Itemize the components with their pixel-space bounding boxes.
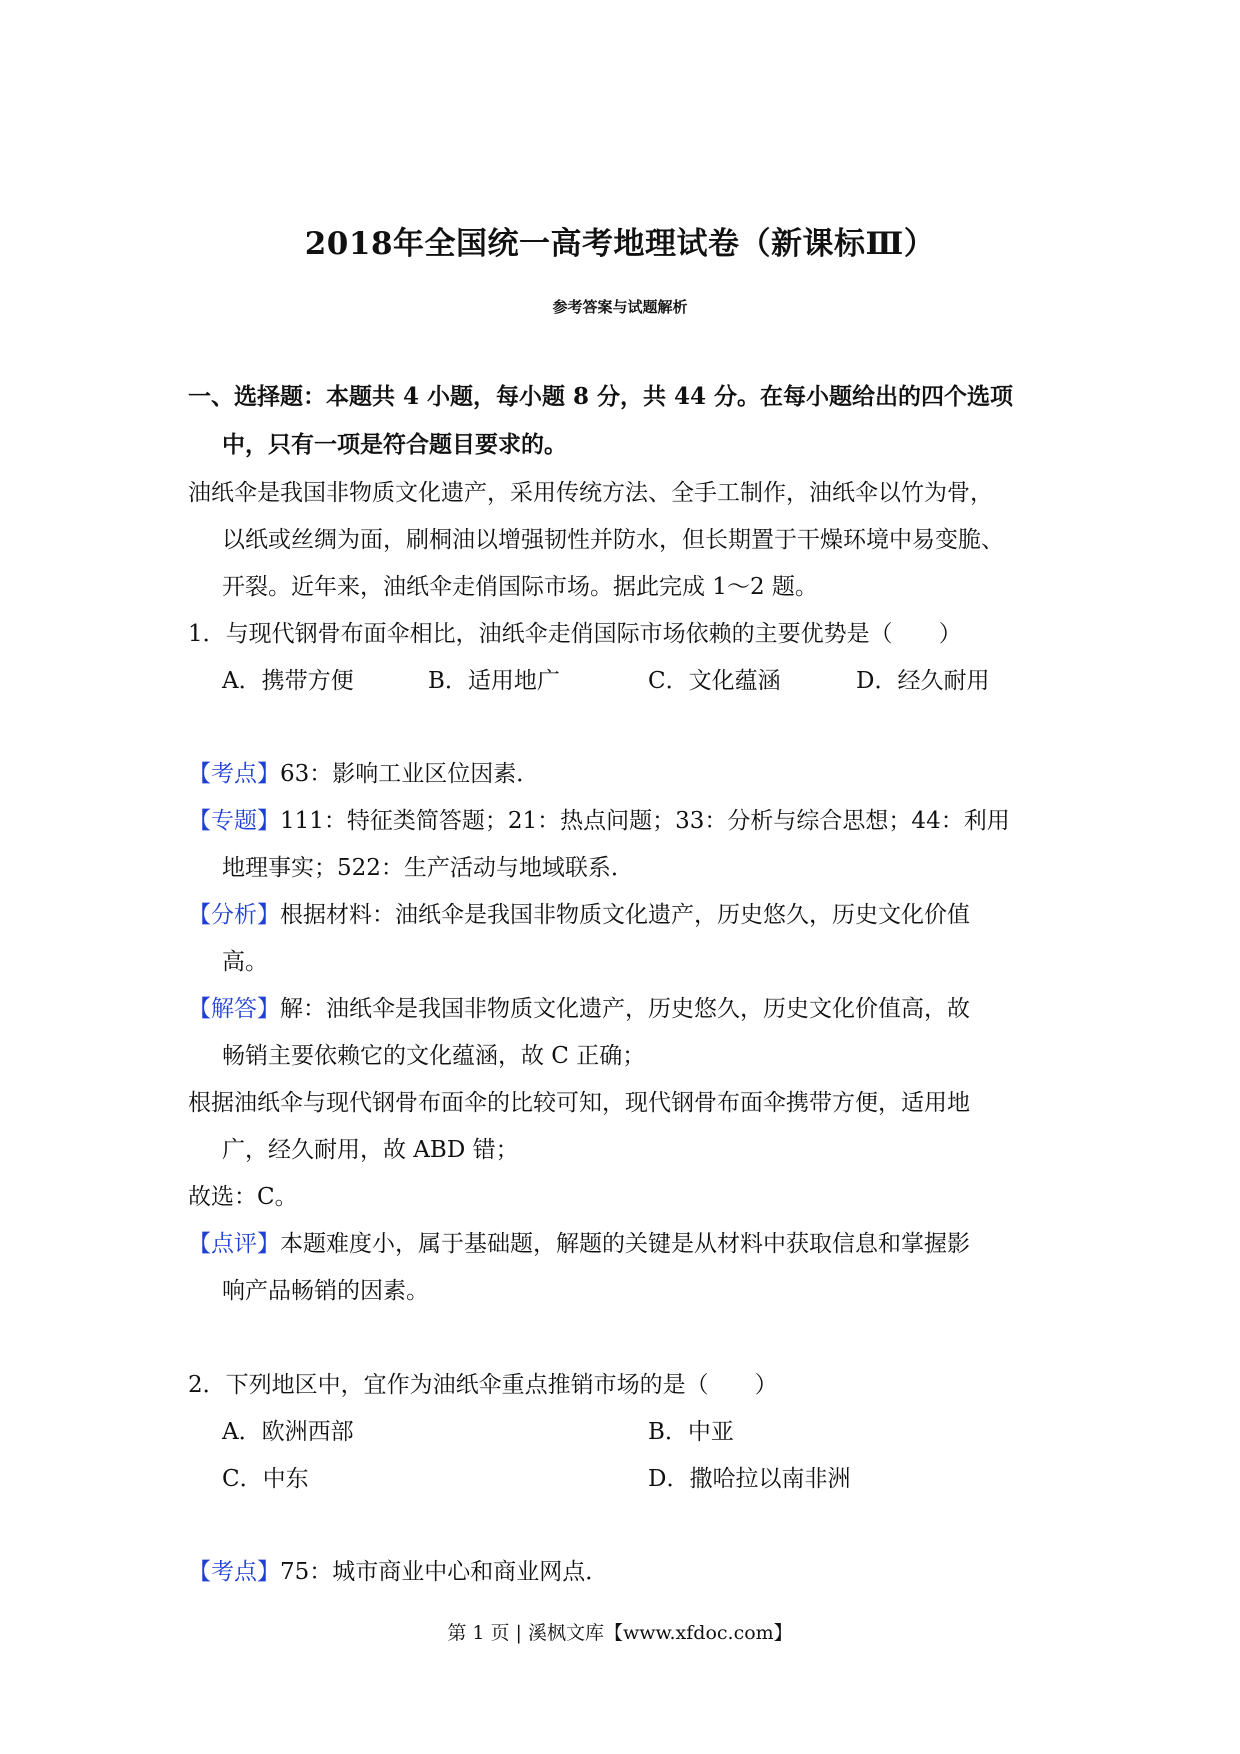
q1-answer: 故选：C。 — [188, 1184, 298, 1210]
jieda-tag: 【解答】 — [188, 996, 280, 1022]
page-title: 2018年全国统一高考地理试卷（新课标Ⅲ） — [304, 226, 936, 262]
q2-option-a: A．欧洲西部 — [222, 1419, 354, 1445]
q1-kaodian-text: 63：影响工业区位因素． — [280, 761, 540, 787]
zhuanti-tag: 【专题】 — [188, 808, 280, 834]
q1-option-c: C．文化蕴涵 — [648, 668, 781, 694]
q1-fenxi-text: 根据材料：油纸伞是我国非物质文化遗产，历史悠久，历史文化价值 — [280, 902, 970, 928]
q1-jieda-text: 解：油纸伞是我国非物质文化遗产，历史悠久，历史文化价值高，故 — [280, 996, 970, 1022]
q1-zhuanti-text: 111：特征类简答题；21：热点问题；33：分析与综合思想；44：利用 — [280, 808, 1010, 834]
material-line2: 以纸或丝绸为面，刷桐油以增强韧性并防水，但长期置于干燥环境中易变脆、 — [222, 527, 1004, 553]
q1-zhuanti — [188, 802, 1010, 835]
q2-option-c: C．中东 — [222, 1466, 309, 1492]
page-footer: 第 1 页 | 溪枫文库【www.xfdoc.com】 — [447, 1622, 793, 1644]
q2-option-b: B．中亚 — [648, 1419, 734, 1445]
q2-option-d: D．撒哈拉以南非洲 — [648, 1466, 851, 1492]
q1-fenxi-line2: 高。 — [222, 949, 268, 975]
page-subtitle: 参考答案与试题解析 — [552, 298, 688, 316]
q1-stem: 1．与现代钢骨布面伞相比，油纸伞走俏国际市场依赖的主要优势是（ ） — [188, 621, 962, 647]
q1-jieda-line2: 畅销主要依赖它的文化蕴涵，故 C 正确； — [222, 1043, 646, 1069]
q1-kaodian — [188, 755, 539, 788]
dianping-tag: 【点评】 — [188, 1231, 280, 1257]
q1-zhuanti-line2: 地理事实；522：生产活动与地域联系． — [222, 855, 634, 881]
q1-dianping-text: 本题难度小，属于基础题，解题的关键是从材料中获取信息和掌握影 — [280, 1231, 970, 1257]
q1-dianping-line2: 响产品畅销的因素。 — [222, 1278, 429, 1304]
q1-option-d: D．经久耐用 — [856, 668, 990, 694]
q2-kaodian-text: 75：城市商业中心和商业网点． — [280, 1559, 609, 1585]
q2-stem: 2．下列地区中，宜作为油纸伞重点推销市场的是（ ） — [188, 1372, 778, 1398]
q1-option-b: B．适用地广 — [428, 668, 560, 694]
fenxi-tag: 【分析】 — [188, 902, 280, 928]
section-heading-line2: 中，只有一项是符合题目要求的。 — [222, 431, 567, 458]
kaodian-tag: 【考点】 — [188, 761, 280, 787]
q1-jieda-line4: 广，经久耐用，故 ABD 错； — [222, 1137, 519, 1163]
q2-kaodian — [188, 1553, 608, 1586]
q1-dianping — [188, 1225, 970, 1258]
q1-jieda — [188, 990, 970, 1023]
material-line1: 油纸伞是我国非物质文化遗产，采用传统方法、全手工制作，油纸伞以竹为骨， — [188, 480, 993, 506]
q1-option-a: A．携带方便 — [222, 668, 354, 694]
material-line3: 开裂。近年来，油纸伞走俏国际市场。据此完成 1～2 题。 — [222, 574, 818, 600]
q1-jieda-line3: 根据油纸伞与现代钢骨布面伞的比较可知，现代钢骨布面伞携带方便，适用地 — [188, 1090, 970, 1116]
section-heading-line1: 一、选择题：本题共 4 小题，每小题 8 分，共 44 分。在每小题给出的四个选项 — [188, 383, 1014, 410]
q1-fenxi — [188, 896, 970, 929]
kaodian-tag: 【考点】 — [188, 1559, 280, 1585]
